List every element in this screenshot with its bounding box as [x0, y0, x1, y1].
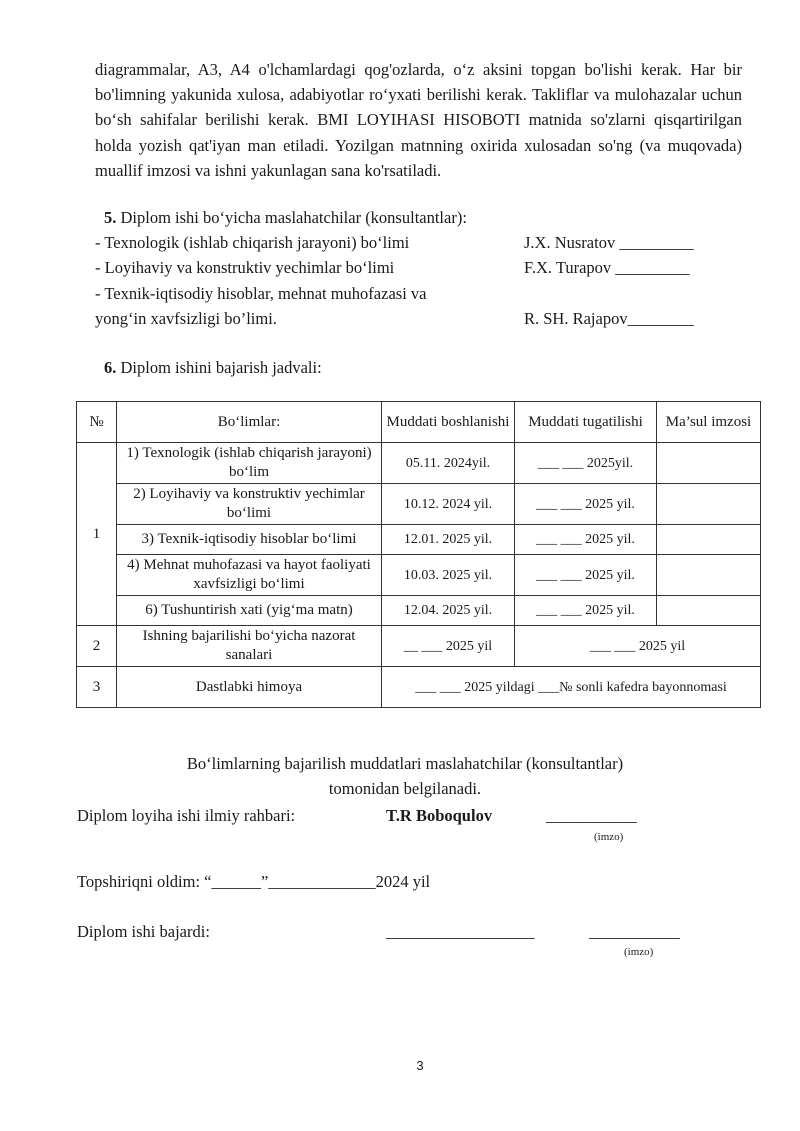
note-text: Boʻlimlarning bajarilish muddatlari maslahatchilar (konsultantlar) tomonidan belgilanadi. [186, 753, 624, 798]
section5-heading [104, 208, 467, 228]
row3-section: Dastlabki himoya [117, 667, 382, 708]
group1-no: 1 [77, 443, 117, 626]
table-row [77, 596, 761, 626]
header-no: № [77, 402, 117, 443]
received-label: Topshiriqni oldim: “______”_____________2024 yil [77, 872, 431, 891]
row-section: 1) Texnologik (ishlab chiqarish jarayoni) boʻlim [117, 443, 382, 484]
row-end: ___ ___ 2025 yil. [515, 484, 657, 525]
performer-name-line: __________________ [386, 922, 535, 941]
row-end: ___ ___ 2025yil. [515, 443, 657, 484]
table-row [77, 443, 761, 484]
imzo-label-1: (imzo) [594, 831, 624, 843]
table-row [77, 626, 761, 667]
row2-start: __ ___ 2025 yil [382, 626, 515, 667]
section6-heading [104, 358, 322, 378]
row-start: 05.11. 2024yil. [382, 443, 515, 484]
consultant-name-1: J.X. Nusratov _________ [524, 233, 694, 252]
row-section: 2) Loyihaviy va konstruktiv yechimlar boʻlimi [117, 484, 382, 525]
supervisor-name: T.R Boboqulov [386, 806, 493, 825]
row-signature [657, 484, 761, 525]
schedule-table [76, 401, 761, 708]
intro-paragraph: diagrammalar, A3, A4 o'lchamlardagi qog'ozlarda, oʻz aksini topgan bo'lishi kerak. Har bir bo'limning yakunida xulosa, adabiyotlar roʻyxati berilishi kerak. Takliflar va mulohazalar uchun boʻsh sahifalar berilishi kerak. BMI LOYIHASI HISOBOTI matnida so'zlarni qisqartirilgan holda yozish qat'iyan man etiladi. Yozilgan matnning oxirida xulosadan so'ng (va muqovada) muallif imzosi va ishni yakunlagan sana ko'rsatiladi. [95, 60, 742, 180]
imzo-label-2: (imzo) [624, 946, 654, 958]
row3-merged: ___ ___ 2025 yildagi ___№ sonli kafedra bayonnomasi [382, 667, 761, 708]
table-row [77, 667, 761, 708]
performer-signature-line: ___________ [589, 922, 680, 941]
row2-no: 2 [77, 626, 117, 667]
row-end: ___ ___ 2025 yil. [515, 596, 657, 626]
consultant-name-3: R. SH. Rajapov________ [524, 309, 694, 328]
table-row [77, 484, 761, 525]
row2-end: ___ ___ 2025 yil [515, 626, 761, 667]
consultant-name-2: F.X. Turapov _________ [524, 258, 690, 277]
consultant-dept-1: - Texnologik (ishlab chiqarish jarayoni) boʻlimi [95, 233, 410, 252]
row-start: 10.12. 2024 yil. [382, 484, 515, 525]
row-start: 12.04. 2025 yil. [382, 596, 515, 626]
row-signature [657, 443, 761, 484]
row-start: 12.01. 2025 yil. [382, 525, 515, 555]
row-start: 10.03. 2025 yil. [382, 555, 515, 596]
table-header-row [77, 402, 761, 443]
header-signature: Ma’sul imzosi [657, 402, 761, 443]
row-signature [657, 555, 761, 596]
row3-no: 3 [77, 667, 117, 708]
row-signature [657, 596, 761, 626]
header-end: Muddati tugatilishi [515, 402, 657, 443]
supervisor-signature-line: ___________ [546, 806, 637, 825]
row-end: ___ ___ 2025 yil. [515, 525, 657, 555]
consultant-dept-3b: yongʻin xavfsizligi bo’limi. [95, 309, 277, 328]
supervisor-label: Diplom loyiha ishi ilmiy rahbari: [77, 806, 296, 825]
header-start: Muddati boshlanishi [382, 402, 515, 443]
section6-title: Diplom ishini bajarish jadvali: [116, 358, 322, 377]
page-number: 3 [416, 1058, 424, 1073]
section5-number: 5. [104, 208, 117, 227]
row2-section: Ishning bajarilishi boʻyicha nazorat sanalari [117, 626, 382, 667]
row-section: 6) Tushuntirish xati (yigʻma matn) [117, 596, 382, 626]
table-row [77, 525, 761, 555]
section5-title: Diplom ishi boʻyicha maslahatchilar (konsultantlar): [116, 208, 467, 227]
consultant-dept-3a: - Texnik-iqtisodiy hisoblar, mehnat muhofazasi va [95, 284, 427, 303]
consultant-dept-2: - Loyihaviy va konstruktiv yechimlar boʻlimi [95, 258, 395, 277]
row-signature [657, 525, 761, 555]
row-section: 3) Texnik-iqtisodiy hisoblar boʻlimi [117, 525, 382, 555]
row-section: 4) Mehnat muhofazasi va hayot faoliyati xavfsizligi boʻlimi [117, 555, 382, 596]
header-sections: Boʻlimlar: [117, 402, 382, 443]
section6-number: 6. [104, 358, 117, 377]
table-row [77, 555, 761, 596]
row-end: ___ ___ 2025 yil. [515, 555, 657, 596]
performer-label: Diplom ishi bajardi: [77, 922, 210, 941]
